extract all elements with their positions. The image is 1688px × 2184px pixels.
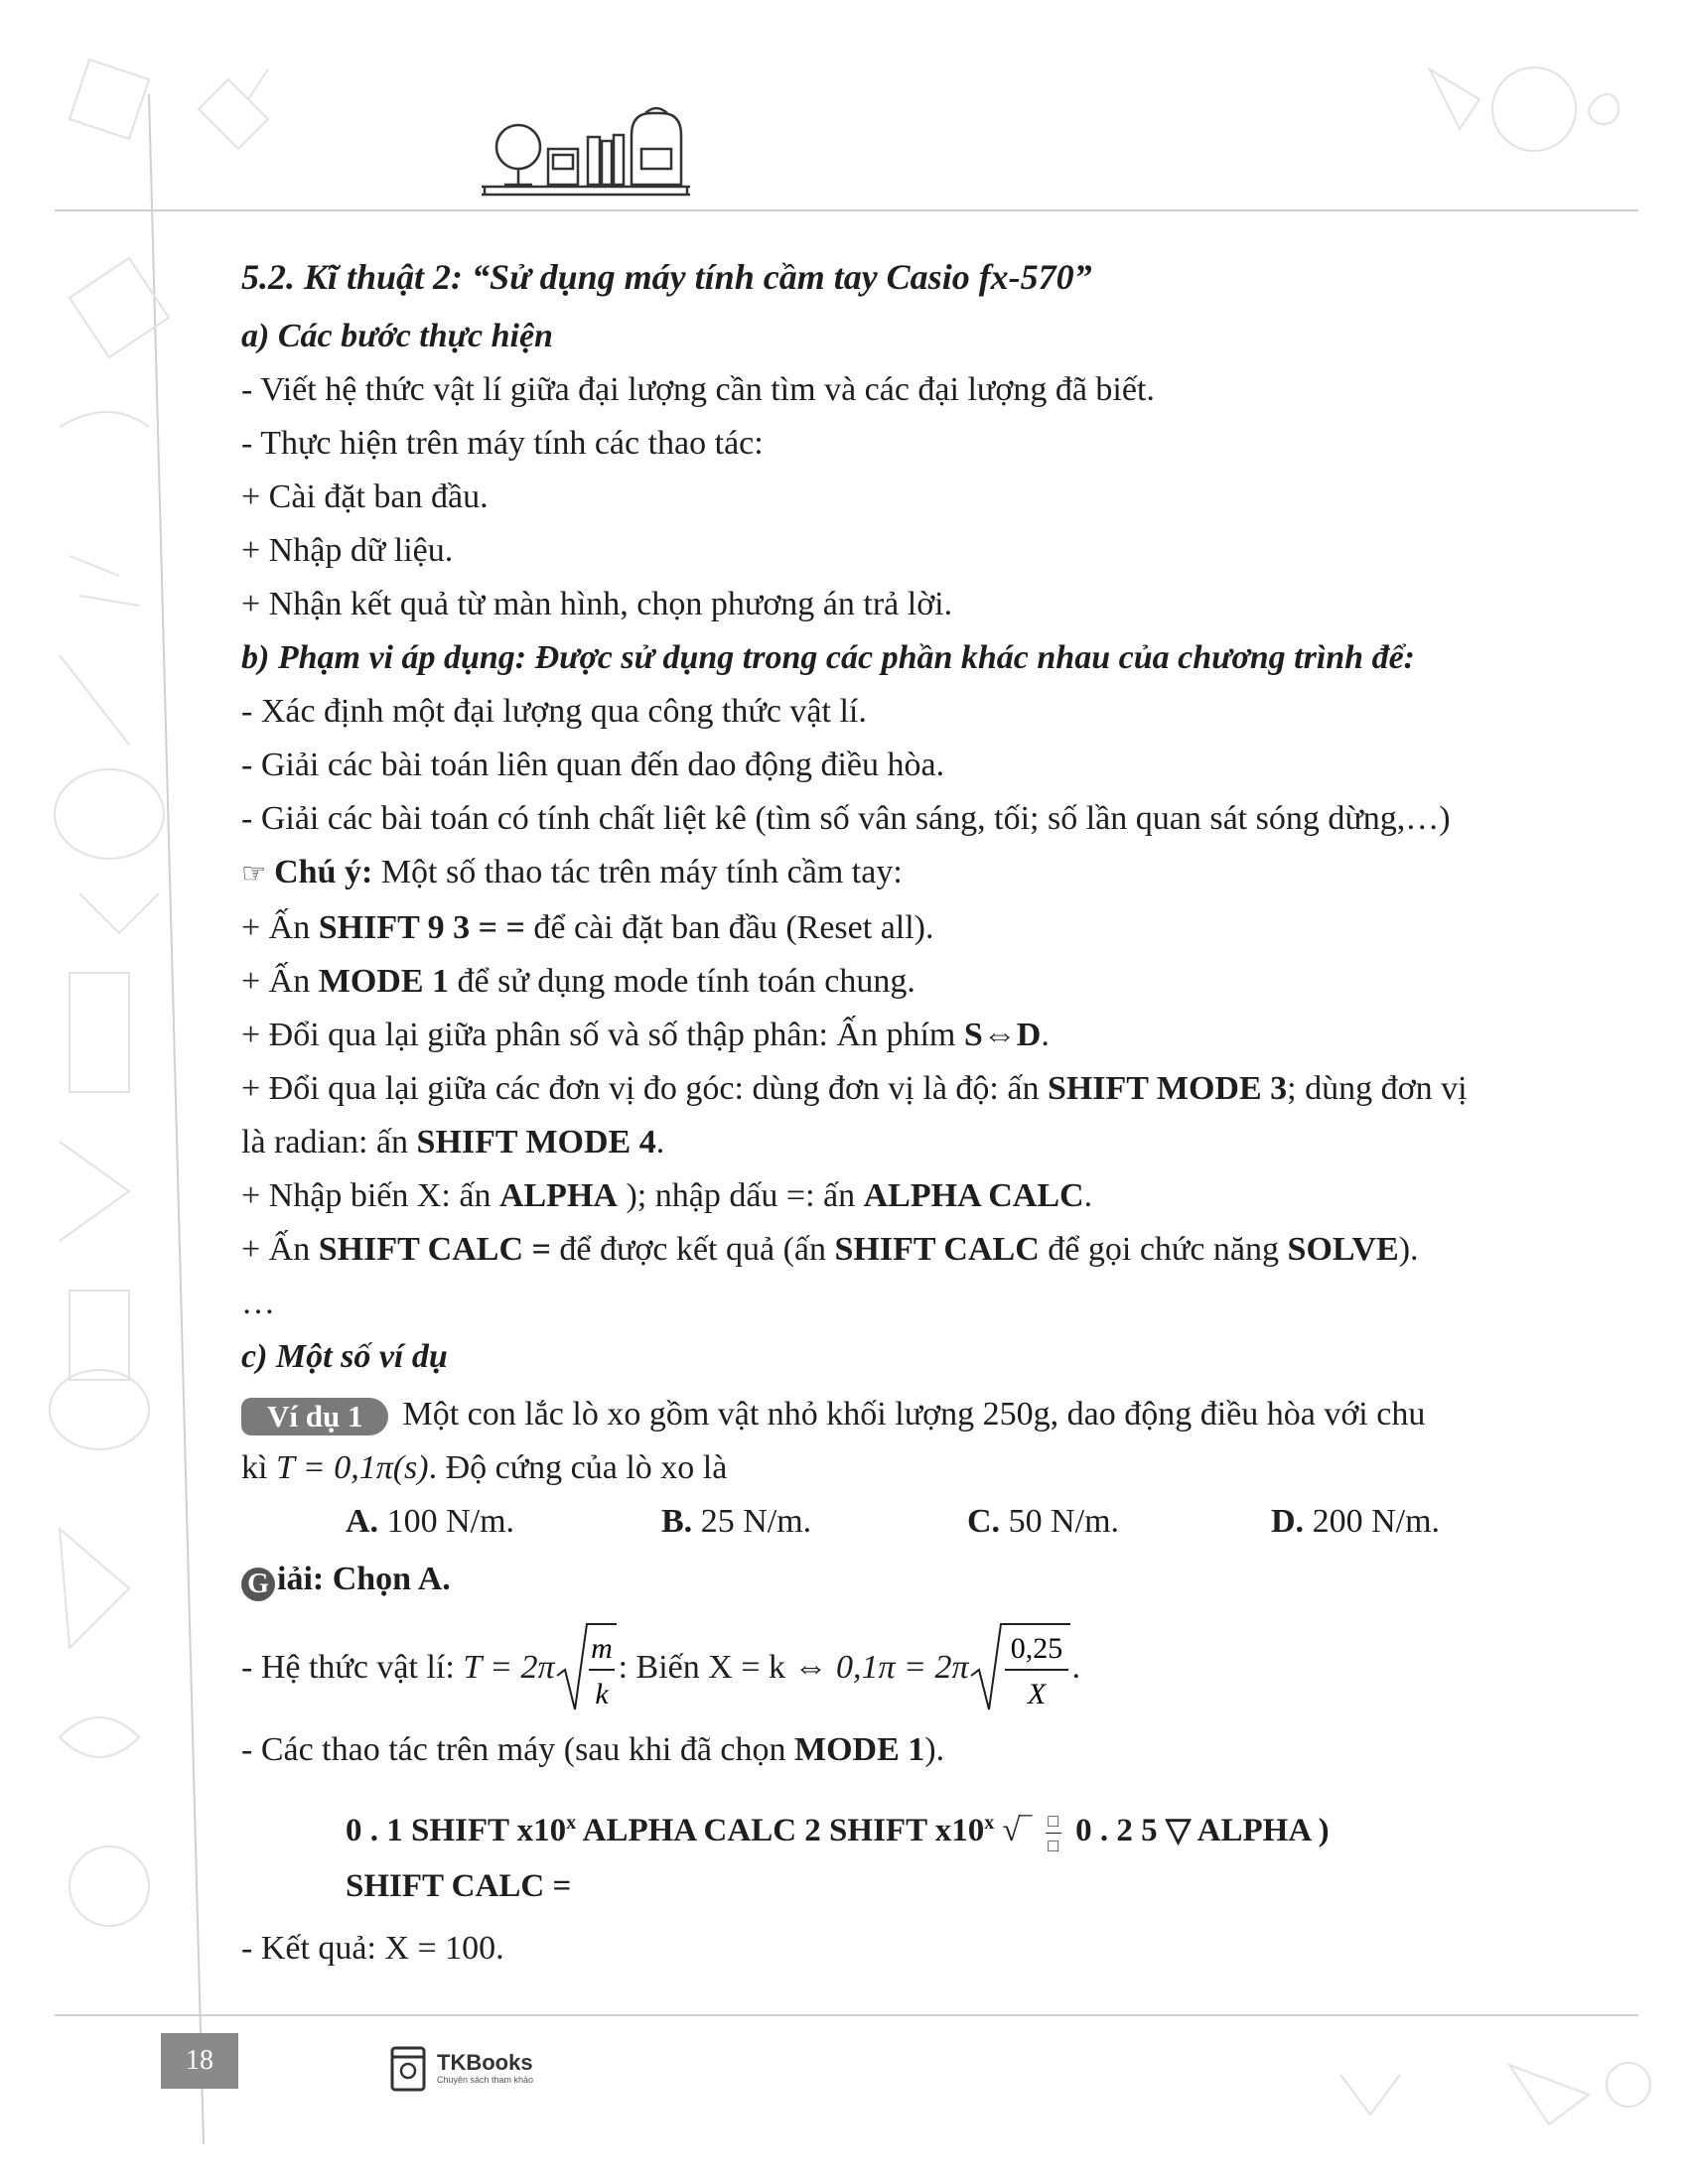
formula-end-dot: . (1071, 1649, 1080, 1686)
option-b (661, 1495, 967, 1549)
option-b-text: 25 N/m. (700, 1503, 812, 1540)
note-item (241, 901, 1477, 955)
key-sequence-line1 (346, 1795, 1477, 1858)
section-a-title: a) Các bước thực hiện (241, 318, 553, 354)
option-c-text: 50 N/m. (1008, 1503, 1120, 1540)
option-a (346, 1495, 661, 1549)
key-name: ALPHA (498, 1177, 618, 1214)
note-ellipsis: … (241, 1285, 275, 1321)
keys-part-c: 0 . 2 5 ▽ ALPHA ) (1075, 1813, 1330, 1848)
key-name: SHIFT MODE 4 (416, 1124, 656, 1160)
section-a-line: + Nhận kết quả từ màn hình, chọn phương án trả lời. (241, 586, 953, 622)
ops-label-pre: - Các thao tác trên máy (sau khi đã chọn (241, 1731, 795, 1768)
note-item-text: ; dùng đơn vị là radian: ấn (241, 1070, 1468, 1160)
option-a-letter: A. (346, 1503, 379, 1540)
key-name: ALPHA CALC (863, 1177, 1084, 1214)
option-b-letter: B. (661, 1503, 693, 1540)
option-d (1271, 1495, 1440, 1549)
section-a-line: + Cài đặt ban đầu. (241, 478, 489, 515)
note-item-text: + Ấn (241, 963, 319, 1000)
option-c (967, 1495, 1271, 1549)
key-name: SHIFT MODE 3 (1047, 1070, 1288, 1107)
section-a-line: - Thực hiện trên máy tính các thao tác: (241, 425, 764, 462)
answer-options (241, 1495, 1477, 1549)
formula-t: T = 2π (463, 1649, 555, 1686)
note-item (241, 1062, 1477, 1169)
note-item-text: để được kết quả (ấn (550, 1231, 835, 1268)
note-item-text: để sử dụng mode tính toán chung. (449, 963, 915, 1000)
option-c-letter: C. (967, 1503, 1001, 1540)
note-item-text: + Đổi qua lại giữa các đơn vị đo góc: dùng đơn vị là độ: ấn (241, 1070, 1048, 1107)
note-item-text: . (1041, 1017, 1050, 1053)
note-item-text: + Ấn (241, 909, 319, 946)
note-item (241, 1169, 1477, 1223)
equation-left: 0,1π = 2π (835, 1649, 969, 1686)
note-item-text: + Nhập biến X: ấn (241, 1177, 499, 1214)
formula-label: - Hệ thức vật lí: (241, 1649, 455, 1686)
note-text: Một số thao tác trên máy tính cầm tay: (380, 854, 903, 890)
note-item-text: để gọi chức năng (1039, 1231, 1288, 1268)
example1-text1: Một con lắc lò xo gồm vật nhỏ khối lượng 250g, dao động điều hòa với chu (402, 1396, 1426, 1433)
ops-label-mode: MODE 1 (794, 1731, 925, 1768)
section-a-lines (241, 363, 1477, 631)
note-label: Chú ý: (274, 854, 373, 890)
note-items (241, 901, 1477, 1277)
keys-sup-2: x (984, 1812, 995, 1834)
frac-025: 0,25 (1010, 1632, 1062, 1665)
sqrt-fraction-m-k (555, 1618, 619, 1717)
section-b-line: - Giải các bài toán liên quan đến dao động điều hòa. (241, 747, 945, 783)
operations-label (241, 1723, 1477, 1777)
section-c-title: c) Một số ví dụ (241, 1338, 448, 1375)
note-item (241, 1223, 1477, 1277)
logo-text (437, 2052, 533, 2086)
calculator-key-sequence (241, 1795, 1477, 1914)
note-item-text: . (655, 1124, 665, 1160)
frac-m: m (590, 1632, 613, 1665)
page-content (241, 250, 1477, 1976)
example1-line1 (241, 1388, 1477, 1441)
key-sequence-line2: SHIFT CALC = (346, 1868, 572, 1904)
sqrt-key-icon: √‾ (1002, 1813, 1032, 1848)
period-formula: T = 0,1π(s) (275, 1449, 429, 1486)
ops-label-post: ). (924, 1731, 945, 1768)
key-name: S⇔D (963, 1017, 1042, 1053)
fraction-key-icon: $\frac{□}{□}$ (1046, 1811, 1061, 1855)
pointing-hand-icon: ☞ (241, 859, 267, 889)
example-badge: Ví dụ 1 (241, 1398, 388, 1435)
key-name: SOLVE (1287, 1231, 1399, 1268)
section-a-line: + Nhập dữ liệu. (241, 532, 454, 569)
book-logo-icon (389, 2045, 429, 2093)
note-line (241, 846, 1477, 901)
section-a-line: - Viết hệ thức vật lí giữa đại lượng cần tìm và các đại lượng đã biết. (241, 371, 1155, 408)
physics-formula-line (241, 1612, 1477, 1723)
section-b-title: b) Phạm vi áp dụng: Được sử dụng trong các phần khác nhau của chương trình để: (241, 639, 1415, 676)
note-item-text: + Đổi qua lại giữa phân số và số thập phân: Ấn phím (241, 1017, 964, 1053)
publisher-logo (389, 2045, 533, 2093)
sqrt-fraction-025-x (969, 1618, 1072, 1717)
note-item-text: ); nhập dấu =: ấn (617, 1177, 864, 1214)
note-item (241, 955, 1477, 1009)
solution-title (241, 1553, 1477, 1606)
note-item-text: ). (1398, 1231, 1419, 1268)
keys-part-b: ALPHA CALC 2 SHIFT x10 (576, 1813, 985, 1848)
note-item-text: . (1083, 1177, 1093, 1214)
frac-k: k (594, 1678, 609, 1710)
section-heading: 5.2. Kĩ thuật 2: “Sử dụng máy tính cầm tay Casio fx-570” (241, 257, 1092, 297)
example1-line2 (241, 1441, 1477, 1495)
option-d-letter: D. (1271, 1503, 1305, 1540)
solution-g-badge: G (241, 1568, 275, 1601)
option-d-text: 200 N/m. (1312, 1503, 1441, 1540)
keys-sup-1: x (566, 1812, 577, 1834)
logo-name: TKBooks (437, 2050, 533, 2075)
example1-text2-post: . Độ cứng của lò xo là (428, 1449, 728, 1486)
option-a-text: 100 N/m. (386, 1503, 515, 1540)
frac-x: X (1027, 1678, 1046, 1710)
solution-title-text: iải: Chọn A. (277, 1561, 451, 1597)
key-name: SHIFT CALC (834, 1231, 1040, 1268)
note-item-text: để cài đặt ban đầu (Reset all). (524, 909, 934, 946)
section-b-line: - Giải các bài toán có tính chất liệt kê (tìm số vân sáng, tối; số lần quan sát sóng dừng,…) (241, 800, 1451, 837)
note-item (241, 1009, 1477, 1062)
variable-assignment: : Biến X = k ⇔ (618, 1649, 828, 1686)
key-name: MODE 1 (318, 963, 450, 1000)
page-number: 18 (161, 2033, 238, 2089)
section-b-lines (241, 685, 1477, 846)
section-b-line: - Xác định một đại lượng qua công thức vật lí. (241, 693, 867, 730)
shelf-illustration (482, 108, 690, 195)
example1-text2-pre: kì (241, 1449, 276, 1486)
note-item-text: + Ấn (241, 1231, 319, 1268)
result-line: - Kết quả: X = 100. (241, 1930, 504, 1967)
key-name: SHIFT 9 3 = = (318, 909, 525, 946)
logo-subtitle: Chuyên sách tham khảo (437, 2075, 534, 2085)
key-name: SHIFT CALC = (318, 1231, 551, 1268)
keys-part-a: 0 . 1 SHIFT x10 (346, 1813, 567, 1848)
